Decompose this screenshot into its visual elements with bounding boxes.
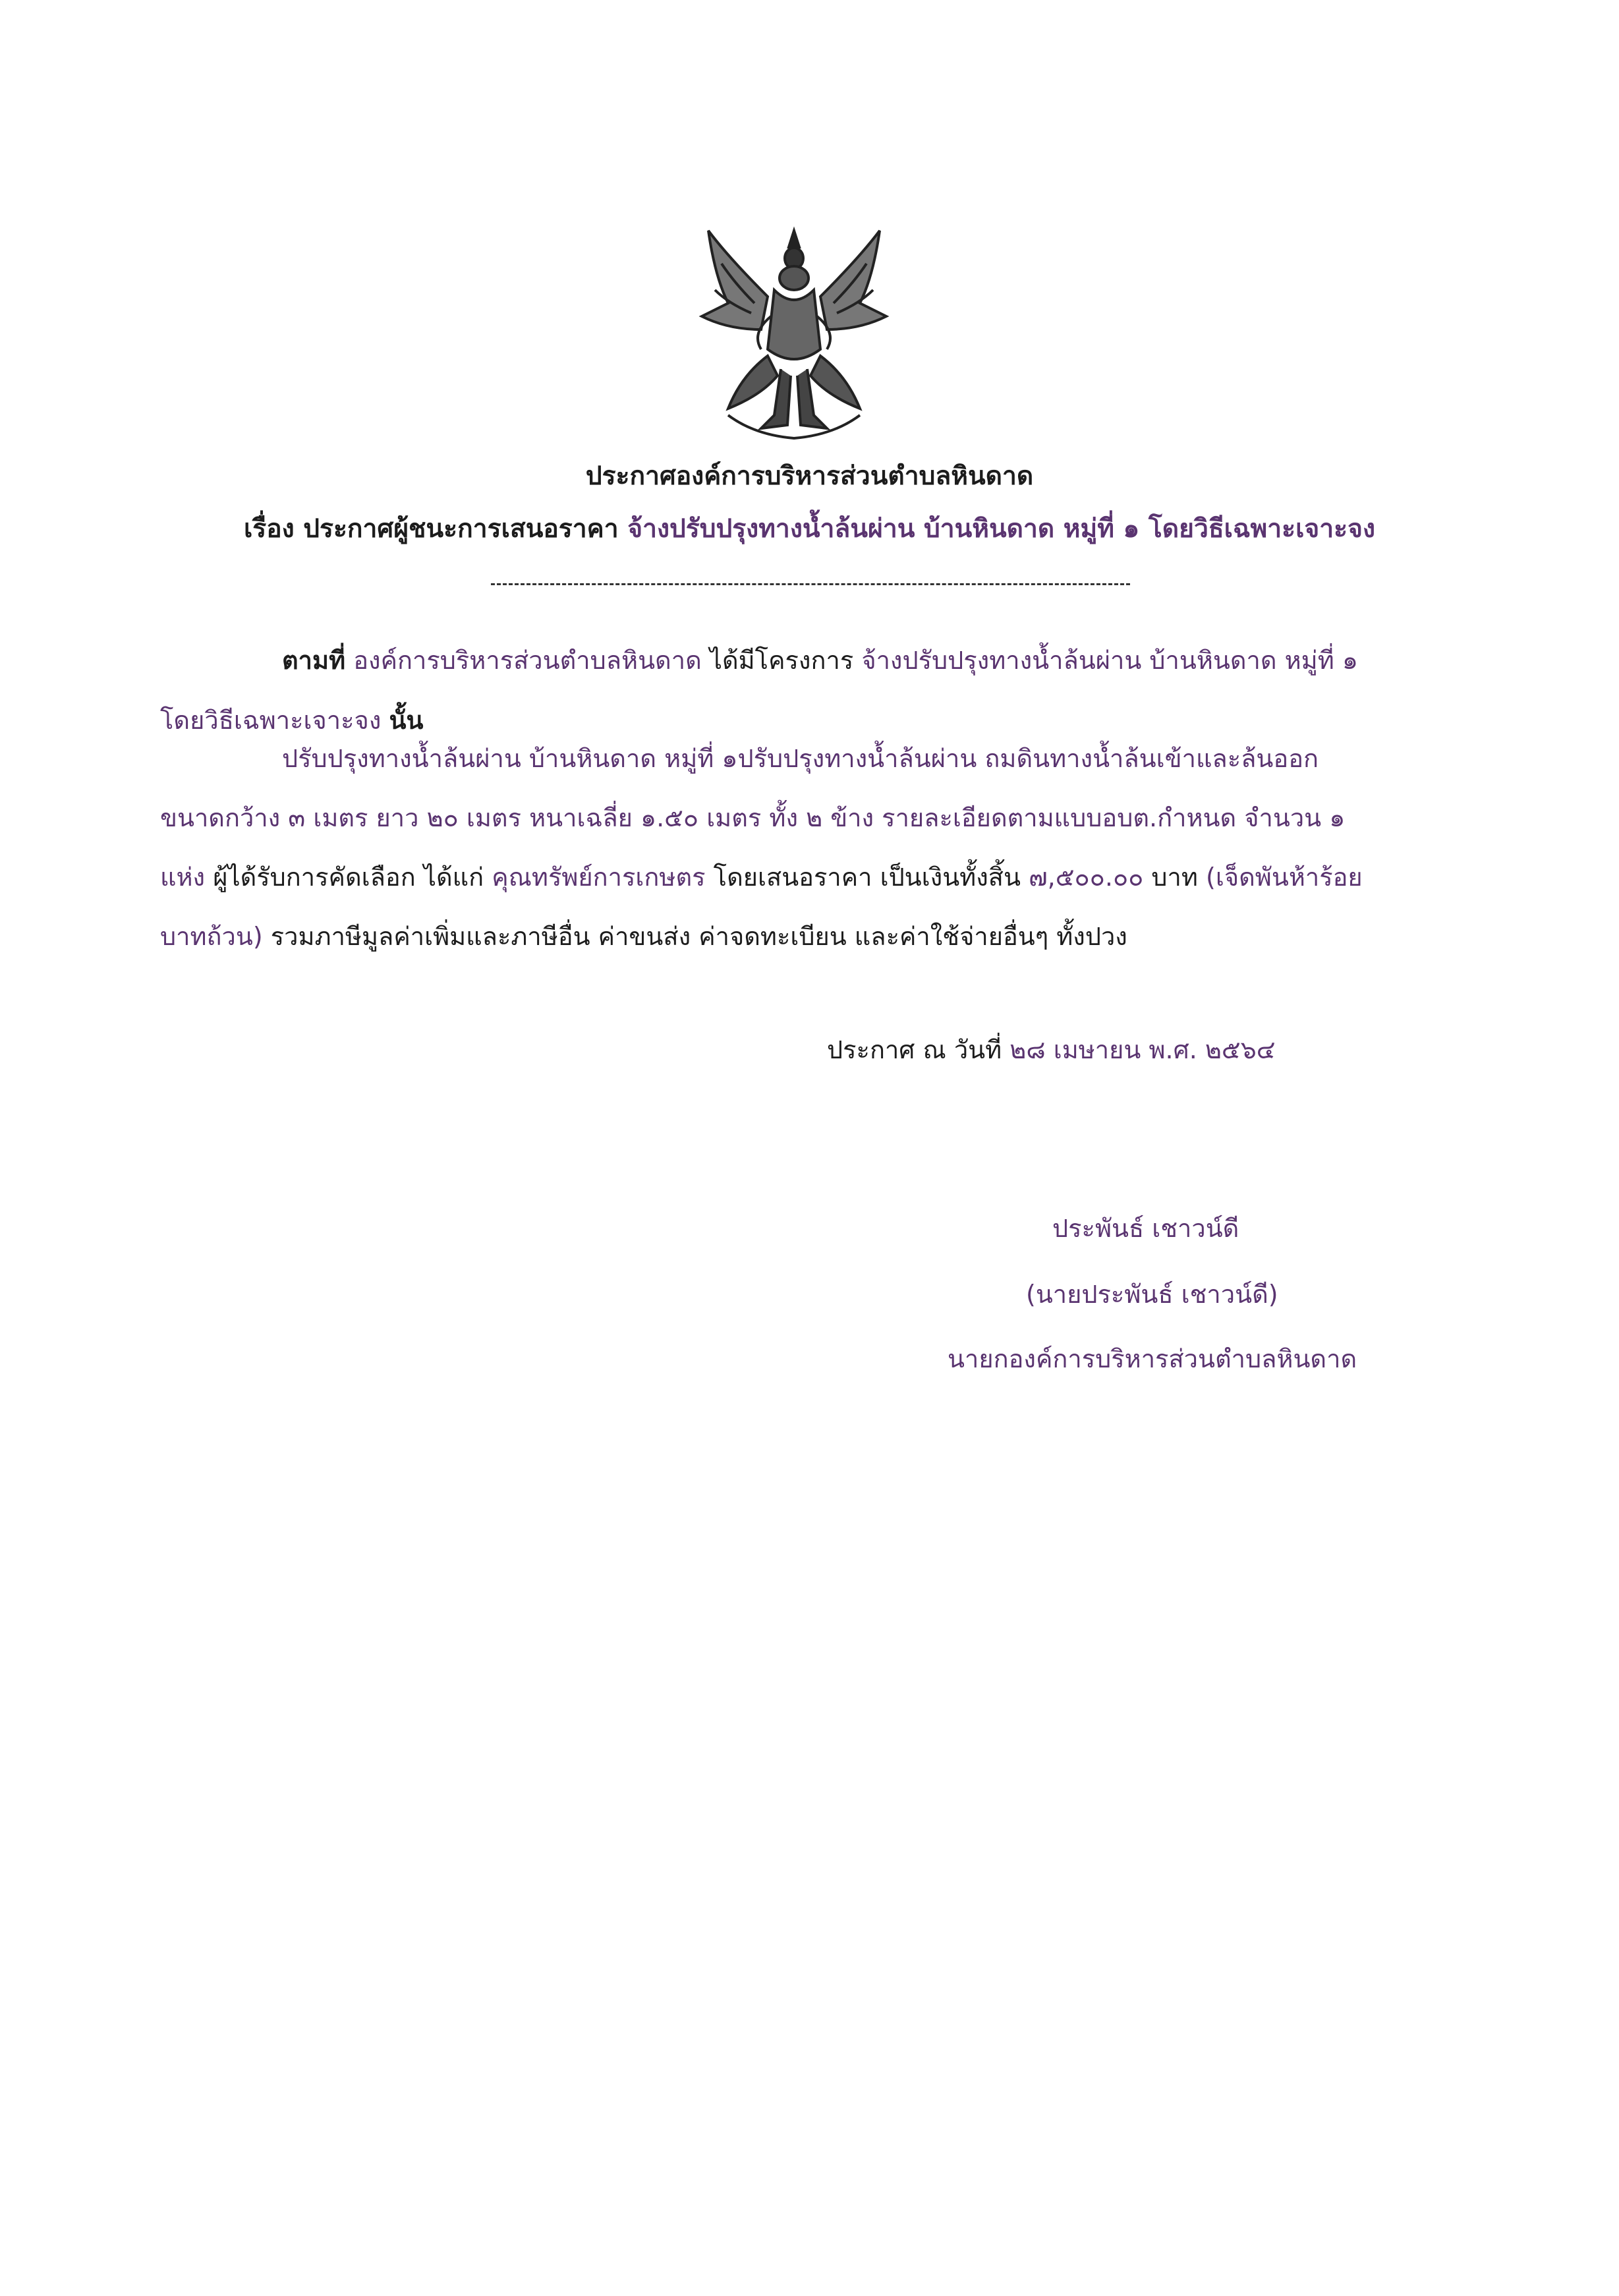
announcement-date bbox=[827, 1037, 1276, 1062]
p2-method: โดยวิธีเฉพาะเจาะจง bbox=[160, 706, 382, 735]
body-line-6 bbox=[160, 924, 1127, 949]
separator-line bbox=[491, 583, 1130, 585]
p6-b: รวมภาษีมูลค่าเพิ่มและภาษีอื่น ค่าขนส่ง ค่าจดทะเบียน และค่าใช้จ่ายอื่นๆ ทั้งปวง bbox=[270, 922, 1127, 951]
p5-amount-words: (เจ็ดพันห้าร้อย bbox=[1206, 863, 1363, 892]
subject-label: เรื่อง ประกาศผู้ชนะการเสนอราคา bbox=[243, 514, 619, 544]
p2-end: นั้น bbox=[389, 706, 424, 735]
p1-mid: ได้มีโครงการ bbox=[709, 646, 854, 675]
p6-a: บาทถ้วน) bbox=[160, 922, 263, 951]
p1-lead: ตามที่ bbox=[282, 646, 346, 675]
signer-position: นายกองค์การบริหารส่วนตำบลหินดาด bbox=[948, 1344, 1357, 1373]
body-line-1 bbox=[282, 648, 1358, 673]
body-line-5 bbox=[160, 865, 1363, 890]
date-prefix: ประกาศ ณ วันที่ bbox=[827, 1035, 1002, 1064]
body-line-4: ขนาดกว้าง ๓ เมตร ยาว ๒๐ เมตร หนาเฉลี่ย ๑.๕๐ เมตร ทั้ง ๒ ข้าง รายละเอียดตามแบบอบต.กำหนด จำนวน ๑ bbox=[160, 803, 1346, 832]
subject-line bbox=[0, 516, 1619, 542]
signer-name: (นายประพันธ์ เชาวน์ดี) bbox=[1026, 1280, 1278, 1309]
date-value: ๒๘ เมษายน พ.ศ. ๒๕๖๔ bbox=[1009, 1035, 1276, 1064]
p5-amount: ๗,๕๐๐.๐๐ bbox=[1029, 863, 1144, 892]
p1-project: จ้างปรับปรุงทางน้ำล้นผ่าน บ้านหินดาด หมู่ที่ ๑ bbox=[861, 646, 1358, 675]
p5-f: บาท bbox=[1151, 863, 1198, 892]
subject-text: จ้างปรับปรุงทางน้ำล้นผ่าน บ้านหินดาด หมู่ที่ ๑ โดยวิธีเฉพาะเจาะจง bbox=[627, 514, 1376, 544]
p5-d: โดยเสนอราคา เป็นเงินทั้งสิ้น bbox=[713, 863, 1021, 892]
p5-b: ผู้ได้รับการคัดเลือก ได้แก่ bbox=[213, 863, 484, 892]
page-title: ประกาศองค์การบริหารส่วนตำบลหินดาด bbox=[585, 461, 1034, 491]
body-line-3: ปรับปรุงทางน้ำล้นผ่าน บ้านหินดาด หมู่ที่ ๑ปรับปรุงทางน้ำล้นผ่าน ถมดินทางน้ำล้นเข้าและล้นออก bbox=[282, 744, 1319, 773]
p1-org: องค์การบริหารส่วนตำบลหินดาด bbox=[353, 646, 702, 675]
p5-a: แห่ง bbox=[160, 863, 206, 892]
body-line-2 bbox=[160, 708, 423, 733]
garuda-emblem-icon bbox=[689, 217, 899, 448]
signature: ประพันธ์ เชาวน์ดี bbox=[1052, 1214, 1239, 1243]
p5-winner: คุณทรัพย์การเกษตร bbox=[492, 863, 706, 892]
